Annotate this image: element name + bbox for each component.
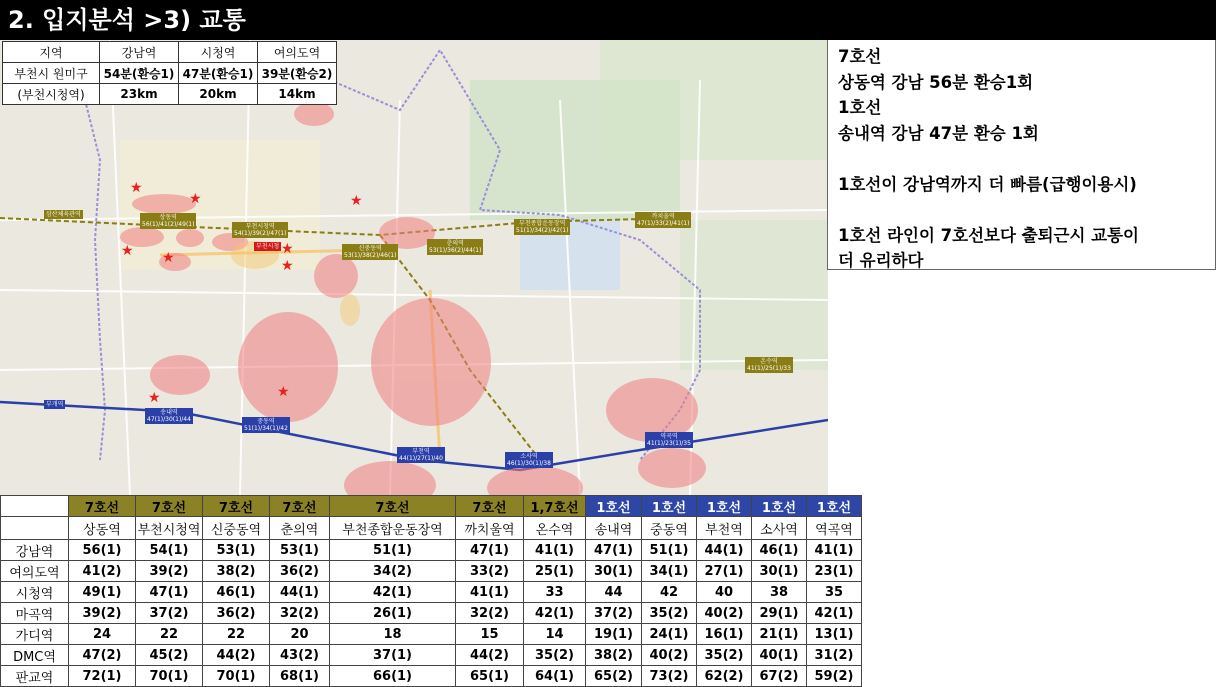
- destination-cell: 마곡역: [1, 603, 69, 624]
- summary-cell: 47분(환승1): [179, 63, 258, 84]
- time-cell: 34(1): [642, 561, 697, 582]
- time-cell: 70(1): [136, 666, 203, 687]
- time-cell: 37(1): [330, 645, 456, 666]
- station-header-cell: 까치울역: [456, 517, 524, 540]
- map-label-songnae: 송내역 47(1)/30(1)/44: [147, 409, 191, 423]
- time-cell: 45(2): [136, 645, 203, 666]
- line-header-cell: 7호선: [136, 496, 203, 517]
- summary-header-cell: 강남역: [100, 42, 179, 63]
- svg-text:★: ★: [130, 180, 143, 196]
- map-label-onsu: 온수역 41(1)/25(1)/33: [747, 358, 791, 372]
- map-label-jungdong: 중동역 51(1)/34(1)/42: [244, 418, 288, 432]
- note-line: [838, 146, 1205, 172]
- station-header-cell: 온수역: [524, 517, 586, 540]
- table-row: [1, 561, 862, 582]
- time-cell: 68(1): [270, 666, 330, 687]
- time-cell: 24(1): [642, 624, 697, 645]
- time-cell: 41(1): [524, 540, 586, 561]
- note-line: 1호선 라인이 7호선보다 출퇴근시 교통이: [838, 225, 1139, 245]
- time-cell: 19(1): [586, 624, 642, 645]
- map-label-yeokgok: 역곡역 41(1)/23(1)/35: [647, 433, 691, 447]
- summary-cell: 39분(환승2): [258, 63, 337, 84]
- time-cell: 56(1): [69, 540, 136, 561]
- time-cell: 70(1): [203, 666, 270, 687]
- line-header-cell: 7호선: [203, 496, 270, 517]
- table-row: [1, 624, 862, 645]
- note-line: 더 유리하다: [838, 251, 924, 270]
- time-cell: 33(2): [456, 561, 524, 582]
- time-cell: 35: [807, 582, 862, 603]
- time-cell: 47(1): [586, 540, 642, 561]
- time-cell: 42(1): [330, 582, 456, 603]
- destination-cell: 여의도역: [1, 561, 69, 582]
- summary-cell: (부천시청역): [3, 84, 100, 105]
- time-cell: 23(1): [807, 561, 862, 582]
- time-cell: 41(1): [807, 540, 862, 561]
- time-cell: 42(1): [524, 603, 586, 624]
- time-cell: 42(1): [807, 603, 862, 624]
- line-header-cell: 7호선: [69, 496, 136, 517]
- time-cell: 27(1): [697, 561, 752, 582]
- line-header-row: [1, 496, 862, 517]
- svg-text:★: ★: [281, 241, 294, 257]
- time-cell: 54(1): [136, 540, 203, 561]
- station-header-cell: 부천시청역: [136, 517, 203, 540]
- map-label-bugae: 부개역: [46, 401, 64, 408]
- station-header-row: [1, 517, 862, 540]
- note-line: 1호선: [838, 98, 882, 117]
- destination-cell: 강남역: [1, 540, 69, 561]
- time-cell: 47(2): [69, 645, 136, 666]
- time-cell: 40: [697, 582, 752, 603]
- time-cell: 32(2): [270, 603, 330, 624]
- line-header-cell: 1호선: [752, 496, 807, 517]
- map-canvas: [0, 40, 828, 495]
- time-cell: 59(2): [807, 666, 862, 687]
- map-label-sangdong: 상동역 56(1)/41(2)/49(1): [142, 214, 195, 228]
- station-header-cell: 부천종합운동장역: [330, 517, 456, 540]
- corner-cell: [1, 496, 69, 517]
- summary-row: [3, 63, 337, 84]
- map-label-chunui: 춘의역 53(1)/36(2)/44(1): [429, 240, 482, 254]
- line-header-cell: 1호선: [807, 496, 862, 517]
- summary-header-row: [3, 42, 337, 63]
- line-header-cell: 1호선: [697, 496, 752, 517]
- time-cell: 44(1): [697, 540, 752, 561]
- time-cell: 40(2): [642, 645, 697, 666]
- time-cell: 37(2): [586, 603, 642, 624]
- time-cell: 20: [270, 624, 330, 645]
- time-cell: 47(1): [456, 540, 524, 561]
- map-label-bucheon: 부천역 44(1)/27(1)/40: [399, 448, 443, 462]
- commute-time-table: [0, 495, 862, 687]
- time-cell: 40(1): [752, 645, 807, 666]
- summary-header-cell: 지역: [3, 42, 100, 63]
- line-header-cell: 7호선: [330, 496, 456, 517]
- map-label-kkachiul: 까치울역 47(1)/33(2)/41(1): [637, 213, 690, 227]
- time-cell: 62(2): [697, 666, 752, 687]
- time-cell: 44(2): [203, 645, 270, 666]
- time-cell: 44(2): [456, 645, 524, 666]
- svg-text:★: ★: [277, 384, 290, 400]
- station-header-cell: 상동역: [69, 517, 136, 540]
- time-cell: 65(1): [456, 666, 524, 687]
- summary-header-cell: 시청역: [179, 42, 258, 63]
- area-map: [0, 40, 828, 495]
- note-line: [838, 197, 1205, 223]
- time-cell: 36(2): [203, 603, 270, 624]
- station-header-cell: 춘의역: [270, 517, 330, 540]
- station-header-cell: 역곡역: [807, 517, 862, 540]
- time-cell: 24: [69, 624, 136, 645]
- time-cell: 29(1): [752, 603, 807, 624]
- station-header-cell: 중동역: [642, 517, 697, 540]
- destination-cell: DMC역: [1, 645, 69, 666]
- time-cell: 47(1): [136, 582, 203, 603]
- svg-text:★: ★: [121, 243, 134, 259]
- time-cell: 44(1): [270, 582, 330, 603]
- time-cell: 16(1): [697, 624, 752, 645]
- time-cell: 30(1): [586, 561, 642, 582]
- summary-cell: 14km: [258, 84, 337, 105]
- time-cell: 36(2): [270, 561, 330, 582]
- time-cell: 18: [330, 624, 456, 645]
- time-cell: 42: [642, 582, 697, 603]
- destination-cell: 시청역: [1, 582, 69, 603]
- time-cell: 38(2): [203, 561, 270, 582]
- map-label-sosa: 소사역 46(1)/30(1)/38: [507, 453, 551, 467]
- svg-text:★: ★: [148, 390, 161, 406]
- note-line: 송내역 강남 47분 환승 1회: [838, 123, 1039, 143]
- time-cell: 46(1): [752, 540, 807, 561]
- table-row: [1, 582, 862, 603]
- time-cell: 51(1): [330, 540, 456, 561]
- svg-text:★: ★: [281, 258, 294, 274]
- summary-cell: 20km: [179, 84, 258, 105]
- time-cell: 21(1): [752, 624, 807, 645]
- time-cell: 26(1): [330, 603, 456, 624]
- time-cell: 53(1): [203, 540, 270, 561]
- time-cell: 38: [752, 582, 807, 603]
- time-cell: 73(2): [642, 666, 697, 687]
- time-cell: 53(1): [270, 540, 330, 561]
- summary-row: [3, 84, 337, 105]
- line-header-cell: 1,7호선: [524, 496, 586, 517]
- map-label-cityhall-building: 부천시청: [256, 243, 280, 250]
- corner-cell: [1, 517, 69, 540]
- summary-cell: 23km: [100, 84, 179, 105]
- time-cell: 39(2): [136, 561, 203, 582]
- analysis-note: [827, 40, 1216, 270]
- time-cell: 35(2): [697, 645, 752, 666]
- station-header-cell: 송내역: [586, 517, 642, 540]
- note-line: 상동역 강남 56분 환승1회: [838, 72, 1034, 92]
- time-cell: 41(2): [69, 561, 136, 582]
- time-cell: 34(2): [330, 561, 456, 582]
- svg-text:★: ★: [350, 193, 363, 209]
- time-cell: 51(1): [642, 540, 697, 561]
- table-row: [1, 603, 862, 624]
- time-cell: 64(1): [524, 666, 586, 687]
- station-header-cell: 소사역: [752, 517, 807, 540]
- summary-cell: 부천시 원미구: [3, 63, 100, 84]
- time-cell: 44: [586, 582, 642, 603]
- time-cell: 49(1): [69, 582, 136, 603]
- page-title: 2. 입지분석 >3) 교통: [0, 0, 1216, 40]
- summary-cell: 54분(환승1): [100, 63, 179, 84]
- table-row: [1, 540, 862, 561]
- time-cell: 33: [524, 582, 586, 603]
- summary-header-cell: 여의도역: [258, 42, 337, 63]
- line-header-cell: 1호선: [642, 496, 697, 517]
- summary-table: [2, 41, 337, 105]
- time-cell: 35(2): [642, 603, 697, 624]
- time-cell: 40(2): [697, 603, 752, 624]
- time-cell: 15: [456, 624, 524, 645]
- time-cell: 13(1): [807, 624, 862, 645]
- time-cell: 14: [524, 624, 586, 645]
- svg-text:★: ★: [162, 250, 175, 266]
- time-cell: 41(1): [456, 582, 524, 603]
- time-cell: 31(2): [807, 645, 862, 666]
- map-label-bucheon-cityhall: 부천시청역 54(1)/39(2)/47(1): [234, 223, 287, 237]
- time-cell: 22: [203, 624, 270, 645]
- time-cell: 72(1): [69, 666, 136, 687]
- line-header-cell: 7호선: [270, 496, 330, 517]
- svg-text:★: ★: [189, 191, 202, 207]
- time-cell: 43(2): [270, 645, 330, 666]
- line-header-cell: 1호선: [586, 496, 642, 517]
- time-cell: 39(2): [69, 603, 136, 624]
- note-line: 1호선이 강남역까지 더 빠름(급행이용시): [838, 174, 1137, 194]
- time-cell: 65(2): [586, 666, 642, 687]
- time-cell: 46(1): [203, 582, 270, 603]
- time-cell: 37(2): [136, 603, 203, 624]
- station-header-cell: 신중동역: [203, 517, 270, 540]
- line-header-cell: 7호선: [456, 496, 524, 517]
- note-line: 7호선: [838, 47, 882, 66]
- time-cell: 67(2): [752, 666, 807, 687]
- time-cell: 32(2): [456, 603, 524, 624]
- time-cell: 25(1): [524, 561, 586, 582]
- station-header-cell: 부천역: [697, 517, 752, 540]
- map-label-sinjungdong: 신중동역 53(1)/38(2)/46(1): [344, 245, 397, 259]
- map-label-samsan: 삼산체육관역: [46, 211, 81, 218]
- time-cell: 22: [136, 624, 203, 645]
- table-row: [1, 666, 862, 687]
- time-cell: 30(1): [752, 561, 807, 582]
- destination-cell: 가디역: [1, 624, 69, 645]
- time-cell: 38(2): [586, 645, 642, 666]
- table-row: [1, 645, 862, 666]
- time-cell: 66(1): [330, 666, 456, 687]
- time-cell: 35(2): [524, 645, 586, 666]
- destination-cell: 판교역: [1, 666, 69, 687]
- map-label-sports-complex: 부천종합운동장역 51(1)/34(2)/42(1): [516, 220, 569, 234]
